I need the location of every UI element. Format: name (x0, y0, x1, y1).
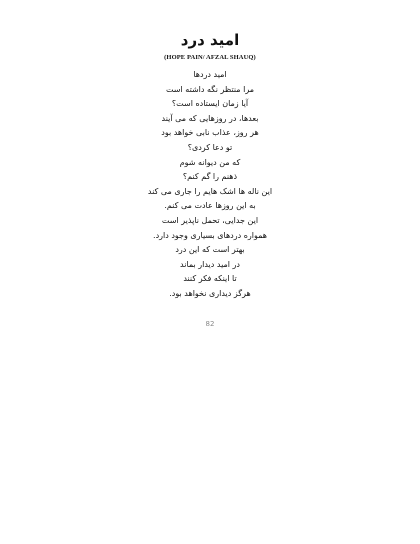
poem-line: مرا منتظر نگه داشته است (165, 84, 255, 94)
poem-body (0, 68, 420, 302)
poem-line: تو دعا کردی؟ (187, 142, 233, 152)
poem-line: همواره دردهای بسیاری وجود دارد. (153, 230, 267, 240)
poem-line: در امید دیدار بماند (180, 259, 240, 269)
poem-line: این ناله ها اشک هایم را جاری می کند (147, 186, 273, 196)
poem-line: هر روز، عذاب نابی خواهد بود (161, 128, 259, 138)
poem-line: که من دیوانه شوم (179, 157, 241, 167)
poem-line: به این روزها عادت می کنم. (164, 201, 256, 211)
poem-line: آیا زمان ایستاده است؟ (171, 99, 249, 109)
poem-line: بهتر است که این درد (175, 245, 245, 255)
poem-subtitle: (HOPE PAIN/ AFZAL SHAUQ) (164, 54, 256, 61)
page-number: 82 (205, 320, 215, 328)
poem-line: این جدایی، تحمل ناپذیر است (161, 215, 259, 225)
poem-line: بعدها، در روزهایی که می آیند (161, 113, 259, 123)
poem-line: هرگز دیداری نخواهد بود. (169, 288, 251, 298)
poem-line: امید دردها (193, 70, 227, 79)
poem-line: ذهنم را گم کنم؟ (182, 172, 238, 182)
poem-title: امید درد (180, 31, 240, 49)
poem-line: تا اینکه فکر کنند (183, 274, 237, 284)
